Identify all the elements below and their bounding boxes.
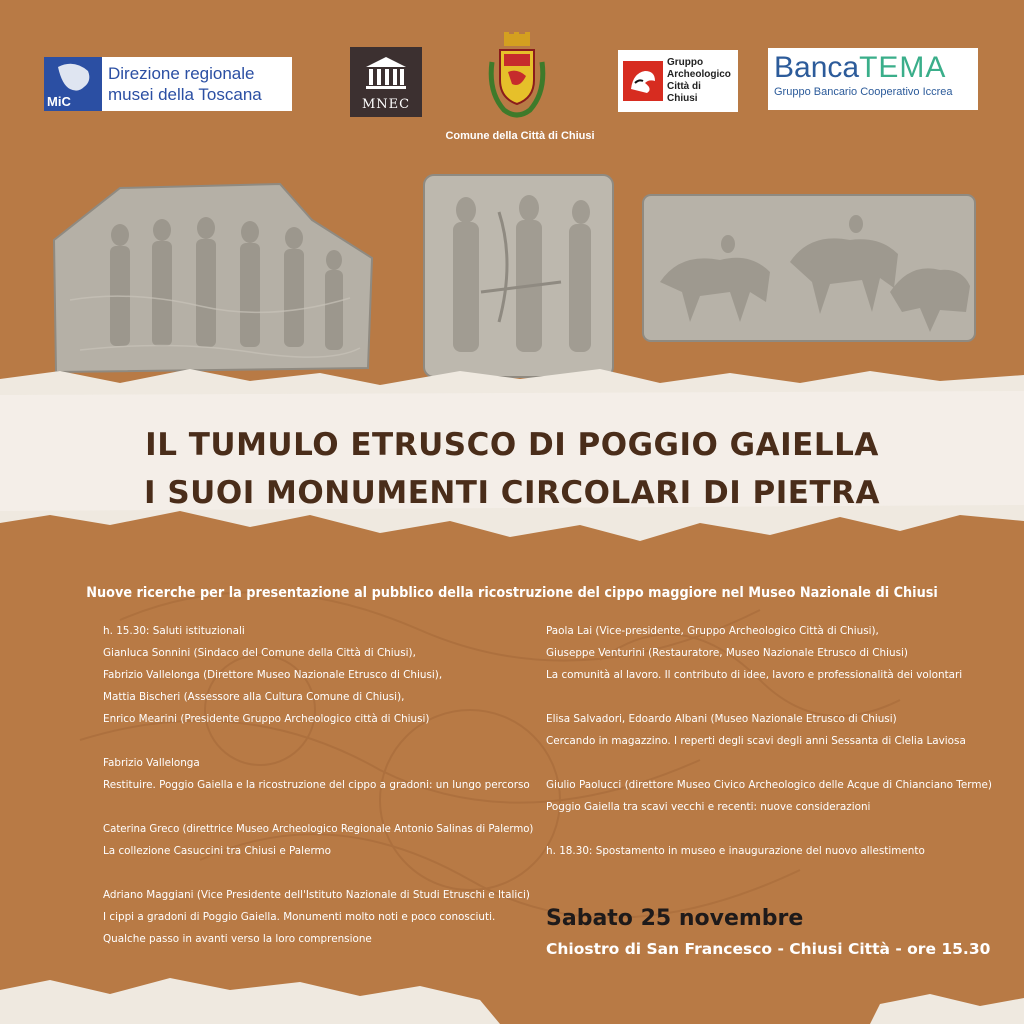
program-line: Gianluca Sonnini (Sindaco del Comune della Città di Chiusi), xyxy=(103,647,416,659)
mic-mark-text: MiC xyxy=(47,94,71,109)
program-line: h. 18.30: Spostamento in museo e inaugurazione del nuovo allestimento xyxy=(546,845,925,857)
main-title-line-2: I SUOI MONUMENTI CIRCOLARI DI PIETRA xyxy=(144,475,880,511)
temple-icon xyxy=(364,55,408,91)
program-spacer xyxy=(103,862,543,884)
program-line: Qualche passo in avanti verso la loro comprensione xyxy=(103,933,372,945)
program-line: Enrico Mearini (Presidente Gruppo Archeologico città di Chiusi) xyxy=(103,713,430,725)
program-line: Mattia Bischeri (Assessore alla Cultura Comune di Chiusi), xyxy=(103,691,405,703)
banca-name-part-1: Banca xyxy=(774,51,860,84)
comune-caption: Comune della Città di Chiusi xyxy=(445,130,595,142)
program-line: I cippi a gradoni di Poggio Gaiella. Monumenti molto noti e poco conosciuti. xyxy=(103,911,496,923)
mic-logo xyxy=(44,57,292,111)
relief-image-horsemen xyxy=(640,192,978,344)
mnec-logo xyxy=(350,47,422,117)
relief-image-warriors xyxy=(421,172,616,380)
program-line: Caterina Greco (direttrice Museo Archeologico Regionale Antonio Salinas di Palermo) xyxy=(103,823,534,835)
gruppo-line-2: Archeologico xyxy=(667,69,731,80)
gruppo-line-1: Gruppo xyxy=(667,57,704,68)
mic-line-2: musei della Toscana xyxy=(108,85,262,104)
subtitle: Nuove ricerche per la presentazione al pubblico della ricostruzione del cippo maggiore nel Museo Nazionale di Chiusi xyxy=(86,585,938,601)
program-spacer xyxy=(546,818,992,840)
program-spacer xyxy=(103,730,543,752)
relief-image-procession xyxy=(50,180,375,375)
banca-subtitle: Gruppo Bancario Cooperativo Iccrea xyxy=(774,86,953,98)
program-line: Adriano Maggiani (Vice Presidente dell'Istituto Nazionale di Studi Etruschi e Italici) xyxy=(103,889,530,901)
program-line: Restituire. Poggio Gaiella e la ricostruzione del cippo a gradoni: un lungo percorso xyxy=(103,779,530,791)
gruppo-archeologico-logo xyxy=(618,50,738,112)
program-line: Cercando in magazzino. I reperti degli scavi degli anni Sessanta di Clelia Laviosa xyxy=(546,735,966,747)
program-line: Giuseppe Venturini (Restauratore, Museo Nazionale Etrusco di Chiusi) xyxy=(546,647,908,659)
mic-mark-icon xyxy=(44,57,102,111)
program-line: La comunità al lavoro. Il contributo di idee, lavoro e professionalità dei volontari xyxy=(546,669,963,681)
program-right-column xyxy=(546,620,992,862)
event-venue: Chiostro di San Francesco - Chiusi Città - ore 15.30 xyxy=(546,940,991,958)
program-line: Paola Lai (Vice-presidente, Gruppo Archeologico Città di Chiusi), xyxy=(546,625,879,637)
program-line: La collezione Casuccini tra Chiusi e Palermo xyxy=(103,845,332,857)
mic-line-1: Direzione regionale xyxy=(108,64,255,83)
main-title-line-1: IL TUMULO ETRUSCO DI POGGIO GAIELLA xyxy=(145,427,879,463)
program-line: Fabrizio Vallelonga (Direttore Museo Nazionale Etrusco di Chiusi), xyxy=(103,669,443,681)
program-spacer xyxy=(546,752,992,774)
program-line: Elisa Salvadori, Edoardo Albani (Museo Nazionale Etrusco di Chiusi) xyxy=(546,713,897,725)
banca-name-part-2: TEMA xyxy=(859,51,947,84)
comune-coat-of-arms-icon xyxy=(484,32,550,124)
program-spacer xyxy=(103,796,543,818)
mnec-text: MNEC xyxy=(361,97,411,112)
event-date: Sabato 25 novembre xyxy=(546,906,804,931)
program-line: Fabrizio Vallelonga xyxy=(103,757,200,769)
program-line: Poggio Gaiella tra scavi vecchi e recenti: nuove considerazioni xyxy=(546,801,871,813)
program-line: Giulio Paolucci (direttore Museo Civico Archeologico delle Acque di Chianciano Terme) xyxy=(546,779,992,791)
griffin-icon xyxy=(623,61,663,101)
gruppo-line-3: Città di xyxy=(667,81,701,92)
program-line: h. 15.30: Saluti istituzionali xyxy=(103,625,245,637)
bottom-torn-paper xyxy=(0,960,1024,1024)
bancatema-logo xyxy=(768,48,978,110)
gruppo-line-4: Chiusi xyxy=(667,93,698,104)
program-left-column xyxy=(103,620,543,950)
program-spacer xyxy=(546,686,992,708)
